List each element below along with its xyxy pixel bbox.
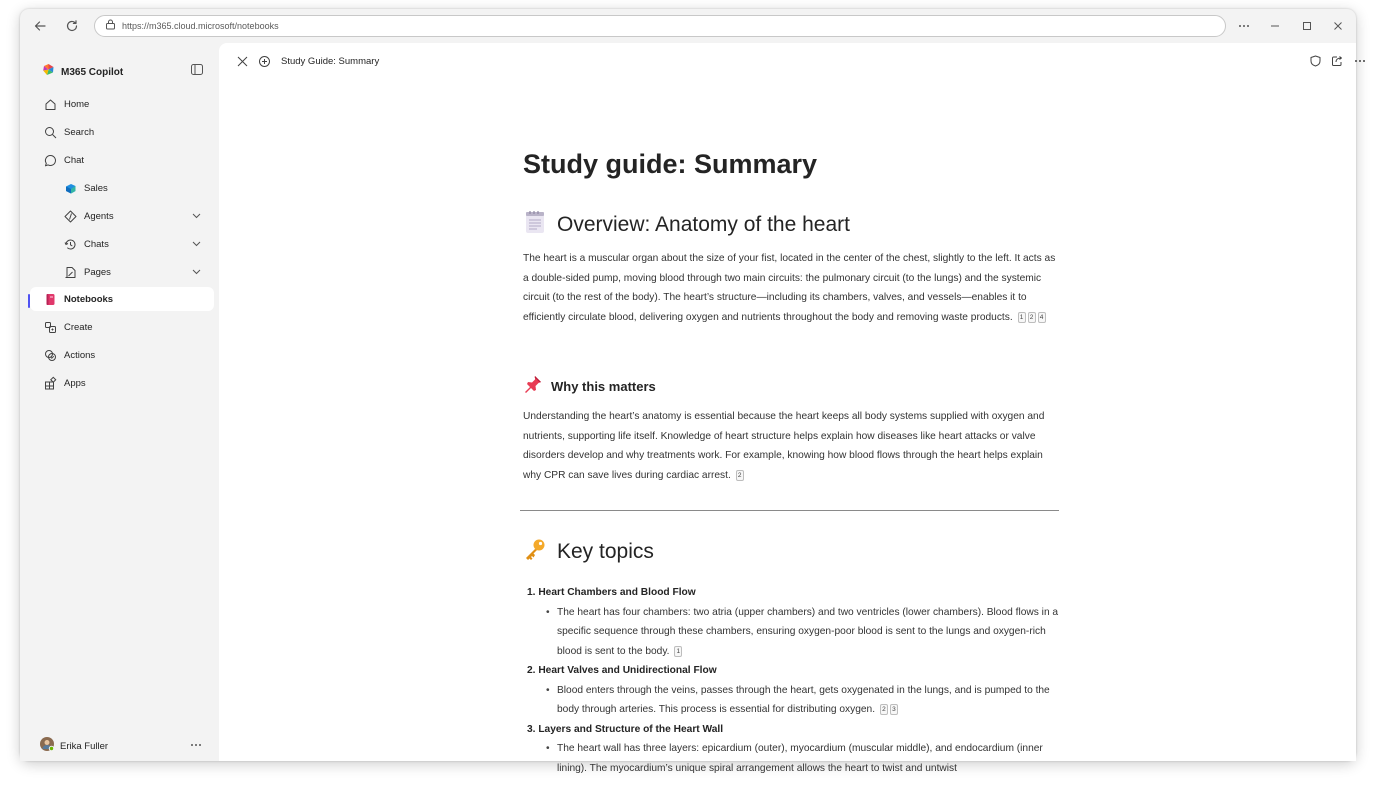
address-bar[interactable]	[94, 15, 1226, 37]
sidebar-item-chat[interactable]	[30, 148, 214, 172]
key-icon	[523, 537, 547, 566]
overview-heading-text: Overview: Anatomy of the heart	[557, 212, 850, 236]
citation[interactable]: 1	[1018, 312, 1026, 323]
search-icon	[42, 124, 58, 140]
sidebar-item-label: Search	[64, 126, 95, 138]
site-info-icon[interactable]	[105, 17, 116, 35]
sidebar-item-label: Notebooks	[64, 293, 114, 305]
key-topics-heading	[523, 537, 654, 566]
close-icon[interactable]	[235, 54, 249, 68]
share-icon[interactable]	[1330, 54, 1344, 68]
sidebar-item-apps[interactable]	[30, 371, 214, 395]
main-pane	[219, 43, 1356, 774]
close-window-icon[interactable]	[1328, 16, 1348, 36]
sidebar-item-chats[interactable]	[30, 232, 214, 256]
citation[interactable]: 2	[736, 470, 744, 481]
sidebar-item-agents[interactable]	[30, 204, 214, 228]
chevron-down-icon[interactable]	[190, 266, 202, 278]
topic-bullet-text: The heart has four chambers: two atria (upper chambers) and two ventricles (lower chambers). Blood flows in a specific sequence through these chambers, ensuring oxygen-poor blood is sent to the lungs and oxygen-rich blood is sent to the body.	[557, 606, 1059, 657]
url-text: https://m365.cloud.microsoft/notebooks	[122, 21, 279, 31]
pushpin-icon	[523, 374, 543, 399]
sidebar-item-label: Sales	[84, 182, 108, 194]
create-icon	[42, 319, 58, 335]
shield-icon[interactable]	[1308, 54, 1322, 68]
sales-agent-icon	[62, 180, 78, 196]
agents-icon	[62, 208, 78, 224]
citation[interactable]: 2	[1028, 312, 1036, 323]
overview-paragraph	[523, 249, 1057, 327]
sidebar-item-pages[interactable]	[30, 260, 214, 284]
section-divider	[520, 510, 1059, 511]
sidebar-item-label: Apps	[64, 377, 86, 389]
why-heading-text: Why this matters	[551, 379, 656, 394]
brand-label: M365 Copilot	[61, 66, 124, 78]
sidebar-item-create[interactable]	[30, 315, 214, 339]
maximize-icon[interactable]	[1297, 16, 1317, 36]
copilot-logo-icon	[42, 63, 55, 81]
sidebar-item-search[interactable]	[30, 120, 214, 144]
citation[interactable]: 4	[1038, 312, 1046, 323]
topic-bullet	[523, 739, 1063, 778]
brand[interactable]	[42, 63, 123, 81]
why-heading	[523, 374, 656, 399]
sidebar-item-label: Chats	[84, 238, 109, 250]
user-name: Erika Fuller	[60, 741, 109, 752]
home-icon	[42, 96, 58, 112]
chevron-down-icon[interactable]	[190, 210, 202, 222]
user-profile[interactable]	[40, 737, 108, 756]
key-topics-list	[523, 583, 1063, 778]
sidebar-item-label: Create	[64, 321, 93, 333]
key-topics-heading-text: Key topics	[557, 539, 654, 563]
actions-icon	[42, 347, 58, 363]
citation[interactable]: 1	[674, 646, 682, 657]
browser-more-icon[interactable]	[1234, 16, 1254, 36]
sidebar-item-home[interactable]	[30, 92, 214, 116]
document-title: Study guide: Summary	[523, 149, 818, 179]
sidebar-item-actions[interactable]	[30, 343, 214, 367]
browser-toolbar	[20, 9, 1356, 43]
apps-icon	[42, 375, 58, 391]
back-icon[interactable]	[30, 16, 50, 36]
sidebar-item-sales[interactable]	[30, 176, 214, 200]
chat-history-icon	[62, 236, 78, 252]
pages-icon	[62, 264, 78, 280]
user-more-icon[interactable]	[188, 737, 204, 753]
why-paragraph	[523, 407, 1057, 485]
chevron-down-icon[interactable]	[190, 238, 202, 250]
notepad-icon	[523, 209, 547, 240]
browser-window	[20, 9, 1356, 774]
overview-text: The heart is a muscular organ about the size of your fist, located in the center of the chest, slightly to the left. It acts as a double-sided pump, moving blood through two main circuits: the pulmonary circuit (to the lungs) and the systemic circuit (to the rest of the body). The heart’s structure—including its chambers, valves, and vessels—enables it to efficiently circulate blood, delivering oxygen and nutrients throughout the body and removing waste products.	[523, 253, 1056, 323]
topic-title: 1. Heart Chambers and Blood Flow	[527, 587, 696, 598]
refresh-icon[interactable]	[62, 16, 82, 36]
more-options-icon[interactable]	[1353, 54, 1367, 68]
chat-icon	[42, 152, 58, 168]
sidebar-item-label: Chat	[64, 154, 85, 166]
avatar	[40, 737, 54, 756]
why-text: Understanding the heart’s anatomy is essential because the heart keeps all body systems supplied with oxygen and nutrients, supporting life itself. Knowledge of heart structure helps explain how diseases like heart attacks or valve disorders develop and why treatments work. For example, knowing how blood flows through the heart helps explain why CPR can save lives during cardiac arrest.	[523, 411, 1045, 481]
citation[interactable]: 3	[890, 704, 898, 715]
topic-bullet	[523, 603, 1063, 662]
topic-bullet	[523, 681, 1063, 720]
minimize-icon[interactable]	[1265, 16, 1285, 36]
sidebar-toggle-icon[interactable]	[190, 62, 204, 76]
page-title: Study Guide: Summary	[281, 56, 380, 67]
sidebar-item-label: Pages	[84, 266, 111, 278]
citation[interactable]: 2	[880, 704, 888, 715]
sidebar	[20, 43, 219, 761]
topic-title: 3. Layers and Structure of the Heart Wall	[527, 723, 724, 735]
overview-heading	[523, 209, 850, 240]
topic-bullet-text: The heart wall has three layers: epicardium (outer), myocardium (muscular middle), and endocardium (inner lining). The myocardium’s unique spiral arrangement allows the heart to twist and untwist	[557, 743, 1043, 774]
notebook-icon	[42, 291, 58, 307]
topic-bullet-text: Blood enters through the veins, passes through the heart, gets oxygenated in the lungs, and is pumped to the body through arteries. This process is essential for distributing oxygen.	[557, 684, 1050, 715]
document-toolbar	[219, 43, 1356, 79]
new-page-icon[interactable]	[257, 54, 271, 68]
sidebar-item-label: Actions	[64, 349, 96, 361]
topic-title: 2. Heart Valves and Unidirectional Flow	[527, 665, 717, 676]
sidebar-item-label: Agents	[84, 210, 114, 222]
sidebar-item-label: Home	[64, 98, 90, 110]
sidebar-item-notebooks[interactable]	[30, 287, 214, 311]
